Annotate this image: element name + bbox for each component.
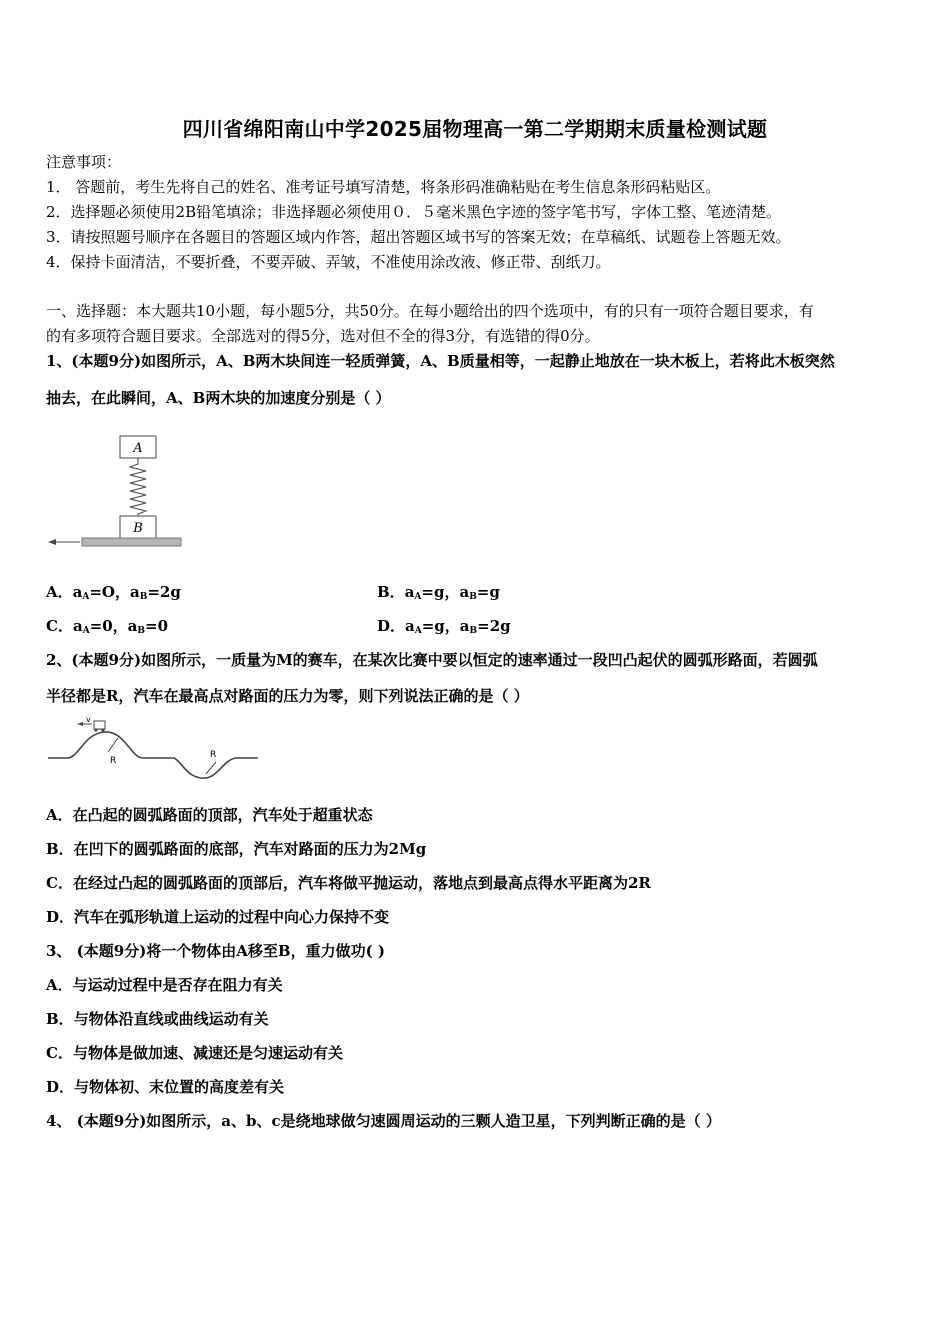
block-a-label: A xyxy=(133,441,143,456)
q1-stem-line-1: 1、(本题9分)如图所示，A、B两木块间连一轻质弹簧，A、B质量相等，一起静止地放在一块木板上，若将此木板突然 xyxy=(46,352,835,370)
q4-stem: 4、 (本题9分)如图所示，a、b、c是绕地球做匀速圆周运动的三颗人造卫星，下列判断正确的是（ ） xyxy=(46,1112,721,1130)
q1-option-c: C．$a_A=0$，$a_B=0$ xyxy=(46,617,169,636)
section-intro-line-2: 的有多项符合题目要求。全部选对的得5分，选对但不全的得3分，有选错的得0分。 xyxy=(46,327,600,345)
q2-stem-line-1: 2、(本题9分)如图所示，一质量为M的赛车，在某次比赛中要以恒定的速率通过一段凹凸起伏的圆弧形路面，若圆弧 xyxy=(46,651,818,669)
q2-road-figure xyxy=(46,716,261,786)
velocity-arrow-head xyxy=(77,722,83,726)
q3-stem: 3、 (本题9分)将一个物体由A移至B，重力做功( ) xyxy=(46,942,386,960)
section-intro-line-1: 一、选择题：本大题共10小题，每小题5分，共50分。在每小题给出的四个选项中，有的只有一项符合题目要求，有 xyxy=(46,302,814,320)
radius-arrow-2 xyxy=(206,762,216,774)
notice-item-3: 3．请按照题号顺序在各题目的答题区域内作答，超出答题区域书写的答案无效；在草稿纸、试题卷上答题无效。 xyxy=(46,228,791,246)
radius-label-1: R xyxy=(110,756,117,766)
q2-option-d: D．汽车在弧形轨道上运动的过程中向心力保持不变 xyxy=(46,908,390,926)
q1-stem-line-2: 抽去，在此瞬间，A、B两木块的加速度分别是（ ） xyxy=(46,389,391,407)
car-wheel-right xyxy=(101,728,104,731)
block-b-label: B xyxy=(133,521,143,536)
q2-option-b: B．在凹下的圆弧路面的底部，汽车对路面的压力为2Mg xyxy=(46,840,427,858)
q1-option-b: B．$a_A=g$，$a_B=g$ xyxy=(377,583,500,602)
q1-option-d: D．$a_A=g$，$a_B=2g$ xyxy=(377,617,511,636)
car xyxy=(94,721,105,729)
q1-option-a: A．$a_A=O$，$a_B=2g$ xyxy=(46,583,181,602)
radius-arrow-1 xyxy=(108,738,118,752)
car-wheel-left xyxy=(94,728,97,731)
q3-option-d: D．与物体初、末位置的高度差有关 xyxy=(46,1078,285,1096)
page-title: 四川省绵阳南山中学2025届物理高一第二学期期末质量检测试题 xyxy=(182,117,768,141)
pull-arrow-head xyxy=(48,539,56,545)
road-surface xyxy=(48,732,258,778)
q1-spring-blocks-figure xyxy=(44,430,189,555)
q3-option-b: B．与物体沿直线或曲线运动有关 xyxy=(46,1010,269,1028)
notice-item-4: 4．保持卡面清洁，不要折叠，不要弄破、弄皱，不准使用涂改液、修正带、刮纸刀。 xyxy=(46,253,611,271)
notice-item-2: 2．选择题必须使用2B铅笔填涂；非选择题必须使用０．５毫米黑色字迹的签字笔书写，字体工整、笔迹清楚。 xyxy=(46,203,782,221)
q2-option-c: C．在经过凸起的圆弧路面的顶部后，汽车将做平抛运动，落地点到最高点得水平距离为2R xyxy=(46,874,651,892)
notice-heading: 注意事项： xyxy=(46,153,122,171)
q3-option-c: C．与物体是做加速、减速还是匀速运动有关 xyxy=(46,1044,343,1062)
q2-stem-line-2: 半径都是R，汽车在最高点对路面的压力为零，则下列说法正确的是（ ） xyxy=(46,687,529,705)
q2-option-a: A．在凸起的圆弧路面的顶部，汽车处于超重状态 xyxy=(46,806,373,824)
spring xyxy=(130,458,146,516)
radius-label-2: R xyxy=(210,750,217,760)
q3-option-a: A．与运动过程中是否存在阻力有关 xyxy=(46,976,283,994)
notice-item-1: 1． 答题前，考生先将自己的姓名、准考证号填写清楚，将条形码准确粘贴在考生信息条形码粘贴区。 xyxy=(46,178,721,196)
board xyxy=(82,538,181,546)
velocity-label: v xyxy=(86,715,91,724)
